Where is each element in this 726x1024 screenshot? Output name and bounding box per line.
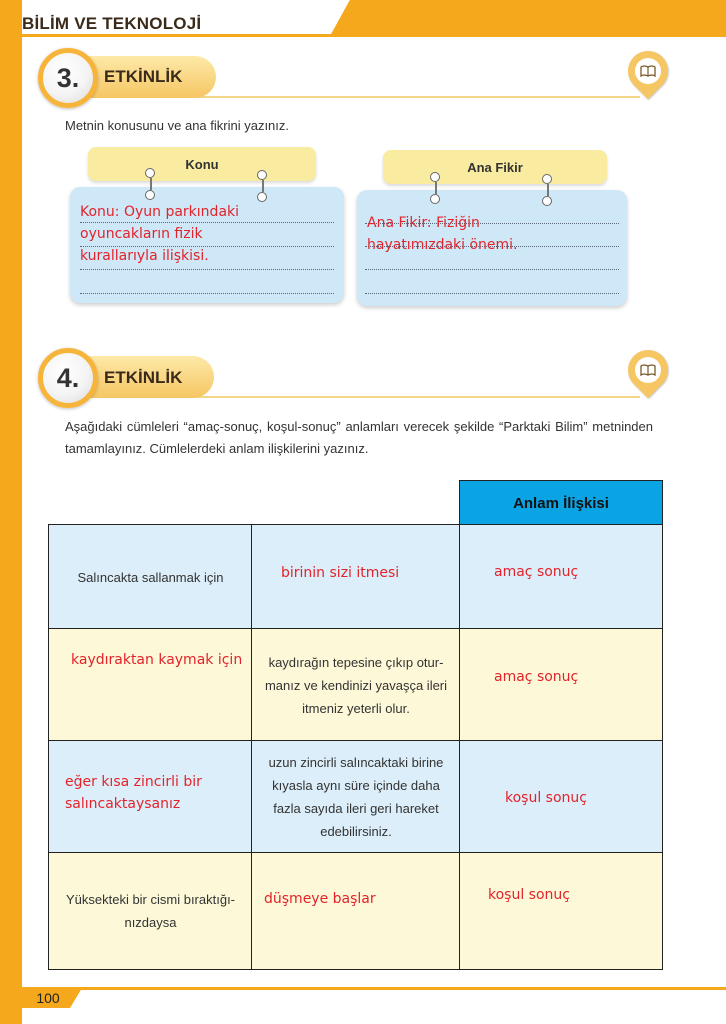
table-row1-col1 — [48, 524, 253, 630]
activity3-instruction: Metnin konusunu ve ana fikrini yazınız. — [65, 118, 290, 133]
binder-ring-stem — [435, 182, 437, 194]
table-row4-col2-answer[interactable]: düşmeye başlar — [264, 891, 376, 907]
table-row2-col2-text: kaydırağın tepesine çıkıp otur-manız ve kendinizi yavaşça ileri itmeniz yeterli olur. — [264, 654, 448, 716]
table-header-label: Anlam İlişkisi — [513, 494, 609, 512]
table-row2-relation[interactable] — [459, 628, 663, 742]
table-row2-col1-answer[interactable]: kaydıraktan kaymak için — [71, 652, 243, 668]
table-row2-col1[interactable] — [48, 628, 253, 742]
table-row1-col2-answer[interactable]: birinin sizi itmesi — [281, 565, 400, 581]
activity4-label: ETKİNLİK — [104, 368, 183, 387]
table-row1-relation-answer[interactable]: amaç sonuç — [494, 564, 579, 580]
binder-ring — [430, 194, 440, 204]
activity4-number-badge — [38, 348, 98, 408]
binder-ring-stem — [150, 178, 152, 190]
binder-ring — [145, 190, 155, 200]
activity3-number: 3. — [56, 62, 80, 93]
table-row4-col1-text: Yüksekteki bir cismi bıraktığı-nızdaysa — [65, 892, 236, 930]
konu-dotline — [80, 293, 334, 294]
page-header-title: BİLİM VE TEKNOLOJİ — [22, 14, 202, 33]
konu-answer[interactable]: Konu: Oyun parkındaki oyuncakların fizik kurallarıyla ilişkisi. — [80, 204, 240, 264]
binder-ring — [542, 174, 552, 184]
binder-ring — [430, 172, 440, 182]
table-row3-relation-answer[interactable]: koşul sonuç — [505, 790, 587, 806]
table-row1-col1-text: Salıncakta sallanmak için — [77, 569, 224, 585]
konu-tab-label: Konu — [185, 156, 219, 172]
table-row3-col2-text: uzun zincirli salıncaktaki birine kıyasla aynı süre içinde daha fazla sayıda ileri geri hareket edebilirsiniz. — [268, 755, 444, 839]
header-accent-band — [330, 0, 726, 36]
ana-fikir-tab-label: Ana Fikir — [467, 159, 523, 175]
table-row4-relation-answer[interactable]: koşul sonuç — [488, 887, 570, 903]
left-margin-bar — [0, 0, 22, 1024]
ana-fikir-answer[interactable]: Ana Fikir: Fiziğin hayatımızdaki önemi. — [367, 215, 518, 253]
binder-ring-stem — [547, 184, 549, 196]
activity3-number-badge — [38, 48, 98, 108]
binder-ring — [542, 196, 552, 206]
ana-fikir-dotline — [365, 293, 619, 294]
table-row2-col2 — [251, 628, 461, 742]
table-row3-col1-answer[interactable]: eğer kısa zincirli bir salıncaktaysanız — [65, 774, 202, 812]
ana-fikir-dotline — [365, 269, 619, 270]
binder-ring — [257, 170, 267, 180]
ana-fikir-tab — [383, 150, 607, 184]
table-row4-col1 — [48, 852, 253, 970]
konu-tab — [88, 147, 316, 181]
activity4-instruction: Aşağıdaki cümleleri “amaç-sonuç, koşul-sonuç” anlamları verecek şekilde “Parktaki Bilim” metninden tamamlayınız. Cümlelerdeki anlam ilişkilerini yazınız. — [65, 419, 653, 456]
binder-ring-stem — [262, 180, 264, 192]
open-book-icon — [620, 43, 677, 100]
binder-ring — [145, 168, 155, 178]
page-number: 100 — [36, 990, 60, 1006]
table-row4-relation[interactable] — [459, 852, 663, 970]
activity4-number: 4. — [56, 362, 80, 393]
table-row3-col2 — [251, 740, 461, 854]
ana-fikir-note — [357, 190, 627, 306]
table-header-anlam-iliskisi — [459, 480, 663, 526]
binder-ring — [257, 192, 267, 202]
open-book-icon — [620, 342, 677, 399]
konu-dotline — [80, 269, 334, 270]
footer-divider — [22, 987, 726, 990]
header-divider — [22, 34, 726, 37]
activity3-label: ETKİNLİK — [104, 67, 183, 86]
table-row2-relation-answer[interactable]: amaç sonuç — [494, 669, 579, 685]
table-row4-col2[interactable] — [251, 852, 461, 970]
konu-note — [70, 187, 344, 303]
